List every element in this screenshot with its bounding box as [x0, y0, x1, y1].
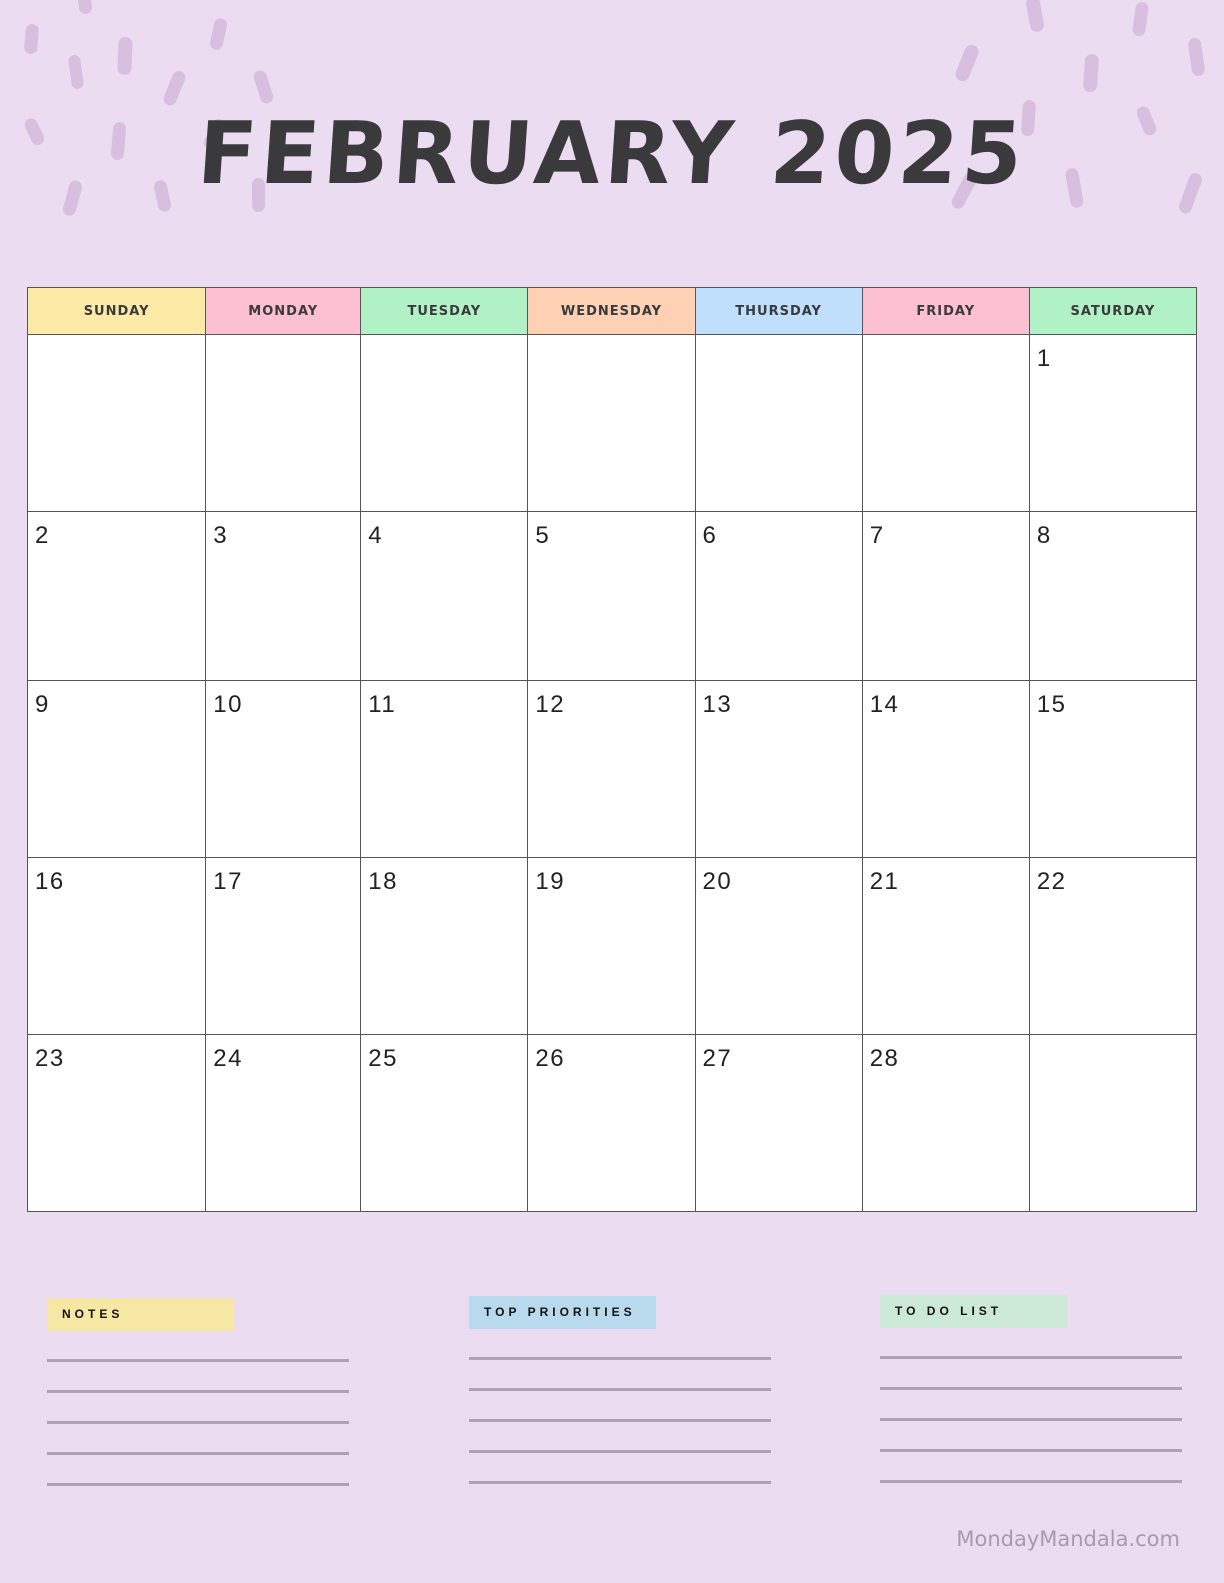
day-cell[interactable]	[206, 1035, 361, 1212]
day-number: 24	[213, 1045, 243, 1072]
todo-section	[880, 1295, 1182, 1483]
day-cell[interactable]	[528, 335, 695, 512]
day-number: 22	[1036, 868, 1067, 895]
notes-label: NOTES	[47, 1298, 234, 1331]
day-cell[interactable]	[361, 1035, 528, 1212]
day-cell[interactable]	[28, 1035, 206, 1212]
day-number	[696, 335, 862, 345]
day-cell[interactable]	[28, 512, 206, 681]
day-cell[interactable]	[862, 858, 1029, 1035]
day-number: 16	[35, 868, 65, 895]
notes-section	[47, 1298, 349, 1486]
priorities-line[interactable]	[469, 1481, 771, 1484]
day-number	[28, 335, 205, 345]
day-cell[interactable]	[361, 512, 528, 681]
day-cell[interactable]	[28, 335, 206, 512]
day-number	[361, 335, 527, 345]
weekday-header-friday: FRIDAY	[862, 288, 1029, 335]
day-cell[interactable]	[361, 858, 528, 1035]
todo-line[interactable]	[880, 1418, 1182, 1421]
day-cell[interactable]	[206, 512, 361, 681]
day-cell[interactable]	[862, 335, 1029, 512]
day-cell[interactable]	[28, 681, 206, 858]
notes-line[interactable]	[47, 1483, 349, 1486]
day-number: 27	[702, 1045, 733, 1072]
day-number: 28	[869, 1045, 900, 1072]
day-number	[206, 335, 360, 345]
priorities-line[interactable]	[469, 1357, 771, 1360]
day-cell[interactable]	[206, 681, 361, 858]
day-cell[interactable]	[528, 1035, 695, 1212]
day-cell[interactable]	[695, 858, 862, 1035]
priorities-line[interactable]	[469, 1419, 771, 1422]
todo-line[interactable]	[880, 1449, 1182, 1452]
todo-line[interactable]	[880, 1480, 1182, 1483]
day-number: 5	[535, 522, 551, 549]
day-cell[interactable]	[862, 1035, 1029, 1212]
day-number: 10	[213, 691, 243, 718]
day-cell[interactable]	[695, 681, 862, 858]
day-number: 11	[368, 691, 397, 718]
priorities-line[interactable]	[469, 1388, 771, 1391]
day-number: 2	[35, 522, 50, 549]
day-cell[interactable]	[28, 858, 206, 1035]
priorities-section	[469, 1296, 771, 1484]
weekday-header-thursday: THURSDAY	[695, 288, 862, 335]
day-number: 9	[35, 691, 50, 718]
calendar-grid	[27, 287, 1197, 1212]
day-cell[interactable]	[862, 681, 1029, 858]
day-number: 8	[1036, 522, 1052, 549]
day-cell[interactable]	[528, 512, 695, 681]
day-cell[interactable]	[1029, 335, 1196, 512]
week-row	[28, 858, 1197, 1035]
day-number: 19	[535, 868, 566, 895]
week-row	[28, 335, 1197, 512]
watermark-footer: MondayMandala.com	[956, 1527, 1180, 1551]
day-number: 1	[1036, 345, 1052, 372]
day-number: 4	[368, 522, 384, 549]
day-cell[interactable]	[862, 512, 1029, 681]
day-number: 3	[213, 522, 229, 549]
priorities-label: TOP PRIORITIES	[469, 1296, 656, 1329]
weekday-header-tuesday: TUESDAY	[361, 288, 528, 335]
day-number	[863, 335, 1029, 345]
day-cell[interactable]	[1029, 1035, 1196, 1212]
notes-line[interactable]	[47, 1421, 349, 1424]
todo-line[interactable]	[880, 1387, 1182, 1390]
day-cell[interactable]	[361, 335, 528, 512]
notes-line[interactable]	[47, 1390, 349, 1393]
todo-label: TO DO LIST	[880, 1295, 1067, 1328]
notes-line[interactable]	[47, 1359, 349, 1362]
day-number	[528, 335, 694, 345]
day-cell[interactable]	[361, 681, 528, 858]
day-number: 6	[702, 522, 718, 549]
weekday-header-monday: MONDAY	[206, 288, 361, 335]
page-title: FEBRUARY 2025	[194, 104, 1030, 204]
day-cell[interactable]	[1029, 681, 1196, 858]
day-cell[interactable]	[528, 681, 695, 858]
day-cell[interactable]	[1029, 858, 1196, 1035]
day-number: 13	[702, 691, 733, 718]
day-cell[interactable]	[206, 335, 361, 512]
day-number: 21	[869, 868, 900, 895]
week-row	[28, 681, 1197, 858]
week-row	[28, 1035, 1197, 1212]
day-number: 7	[869, 522, 885, 549]
day-cell[interactable]	[695, 1035, 862, 1212]
weekday-header-row	[28, 288, 1197, 335]
day-number: 12	[535, 691, 566, 718]
day-cell[interactable]	[206, 858, 361, 1035]
day-number: 23	[35, 1045, 65, 1072]
day-number: 18	[368, 868, 398, 895]
day-number: 26	[535, 1045, 566, 1072]
day-number: 17	[213, 868, 243, 895]
day-number: 25	[368, 1045, 398, 1072]
day-cell[interactable]	[528, 858, 695, 1035]
notes-line[interactable]	[47, 1452, 349, 1455]
weekday-header-saturday: SATURDAY	[1029, 288, 1196, 335]
day-number: 20	[702, 868, 733, 895]
week-row	[28, 512, 1197, 681]
day-cell[interactable]	[695, 512, 862, 681]
weekday-header-sunday: SUNDAY	[28, 288, 206, 335]
day-cell[interactable]	[695, 335, 862, 512]
weekday-header-wednesday: WEDNESDAY	[528, 288, 695, 335]
todo-line[interactable]	[880, 1356, 1182, 1359]
priorities-line[interactable]	[469, 1450, 771, 1453]
day-number	[1030, 1035, 1196, 1045]
day-cell[interactable]	[1029, 512, 1196, 681]
day-number: 15	[1036, 691, 1067, 718]
day-number: 14	[869, 691, 900, 718]
